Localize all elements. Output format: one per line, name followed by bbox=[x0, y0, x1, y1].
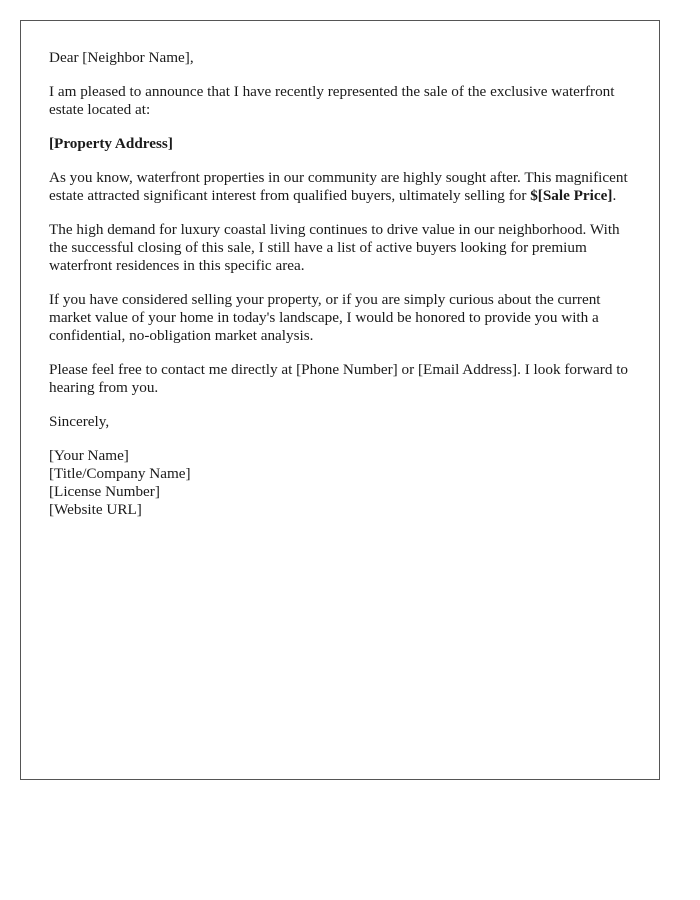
signature-block bbox=[49, 447, 631, 519]
contact-paragraph: Please feel free to contact me directly at [Phone Number] or [Email Address]. I look forward to hearing from you. bbox=[49, 361, 629, 396]
property-address: [Property Address] bbox=[49, 135, 173, 152]
sale-paragraph-end: . bbox=[612, 187, 617, 204]
letter-page bbox=[20, 20, 660, 780]
sale-price: $[Sale Price] bbox=[530, 187, 613, 204]
intro-paragraph: I am pleased to announce that I have recently represented the sale of the exclusive waterfront estate located at: bbox=[49, 83, 615, 118]
signature-name: [Your Name] bbox=[49, 447, 129, 464]
sale-paragraph bbox=[49, 169, 631, 205]
closing: Sincerely, bbox=[49, 413, 110, 430]
offer-paragraph: If you have considered selling your property, or if you are simply curious about the current market value of your home in today's landscape, I would be honored to provide you with a confidential, no-obligation market analysis. bbox=[49, 291, 601, 344]
signature-title-company: [Title/Company Name] bbox=[49, 465, 191, 482]
signature-license: [License Number] bbox=[49, 483, 160, 500]
demand-paragraph: The high demand for luxury coastal living continues to drive value in our neighborhood. With the successful closing of this sale, I still have a list of active buyers looking for premium waterfront residences in this specific area. bbox=[49, 221, 620, 274]
sale-paragraph-text: As you know, waterfront properties in our community are highly sought after. This magnificent estate attracted significant interest from qualified buyers, ultimately selling for bbox=[49, 169, 628, 204]
salutation: Dear [Neighbor Name], bbox=[49, 49, 194, 66]
signature-website: [Website URL] bbox=[49, 501, 142, 518]
